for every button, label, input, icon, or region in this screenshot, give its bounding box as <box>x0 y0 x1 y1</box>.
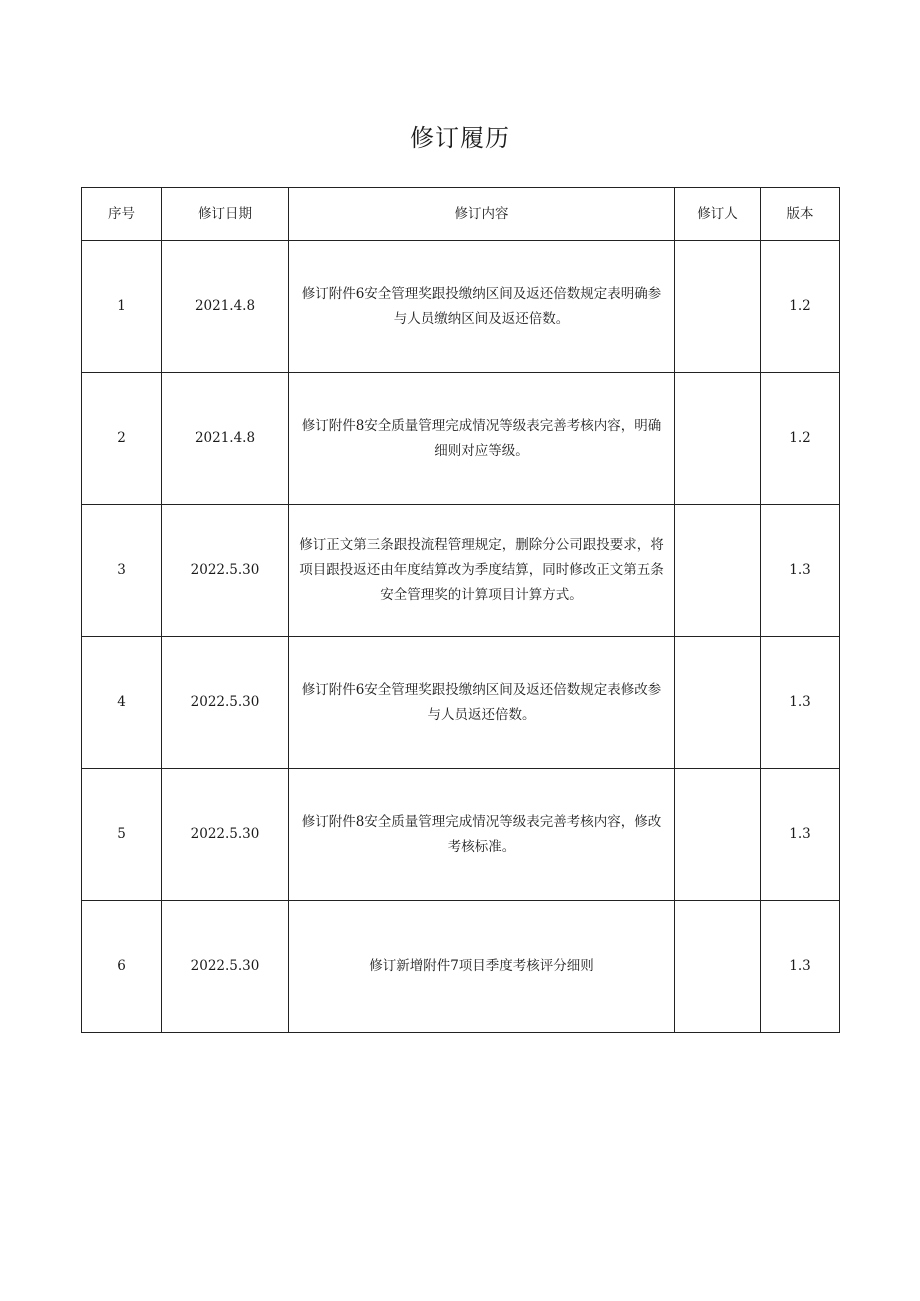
cell-content: 修订附件6安全管理奖跟投缴纳区间及返还倍数规定表明确参与人员缴纳区间及返还倍数。 <box>289 241 675 373</box>
cell-version: 1.2 <box>761 373 840 505</box>
cell-person <box>675 373 761 505</box>
cell-person <box>675 241 761 373</box>
cell-seq: 1 <box>82 241 162 373</box>
cell-person <box>675 901 761 1033</box>
cell-date: 2022.5.30 <box>162 769 289 901</box>
cell-date: 2021.4.8 <box>162 241 289 373</box>
header-version: 版本 <box>761 188 840 241</box>
table-row <box>82 241 840 373</box>
header-person: 修订人 <box>675 188 761 241</box>
page-title: 修订履历 <box>410 124 510 152</box>
header-content: 修订内容 <box>289 188 675 241</box>
cell-version: 1.2 <box>761 241 840 373</box>
cell-date: 2022.5.30 <box>162 505 289 637</box>
cell-content: 修订附件6安全管理奖跟投缴纳区间及返还倍数规定表修改参与人员返还倍数。 <box>289 637 675 769</box>
cell-seq: 3 <box>82 505 162 637</box>
cell-seq: 2 <box>82 373 162 505</box>
cell-person <box>675 769 761 901</box>
cell-content: 修订新增附件7项目季度考核评分细则 <box>289 901 675 1033</box>
table-header-row <box>82 188 840 241</box>
header-seq: 序号 <box>82 188 162 241</box>
table-row <box>82 901 840 1033</box>
table-row <box>82 769 840 901</box>
cell-version: 1.3 <box>761 637 840 769</box>
table-row <box>82 505 840 637</box>
cell-date: 2022.5.30 <box>162 637 289 769</box>
cell-seq: 4 <box>82 637 162 769</box>
cell-version: 1.3 <box>761 901 840 1033</box>
cell-person <box>675 505 761 637</box>
table-row <box>82 637 840 769</box>
cell-seq: 6 <box>82 901 162 1033</box>
cell-version: 1.3 <box>761 505 840 637</box>
table-row <box>82 373 840 505</box>
cell-version: 1.3 <box>761 769 840 901</box>
cell-content: 修订附件8安全质量管理完成情况等级表完善考核内容，修改考核标准。 <box>289 769 675 901</box>
cell-seq: 5 <box>82 769 162 901</box>
cell-date: 2021.4.8 <box>162 373 289 505</box>
cell-date: 2022.5.30 <box>162 901 289 1033</box>
cell-person <box>675 637 761 769</box>
cell-content: 修订附件8安全质量管理完成情况等级表完善考核内容，明确细则对应等级。 <box>289 373 675 505</box>
header-date: 修订日期 <box>162 188 289 241</box>
revision-history-table <box>81 187 840 1033</box>
cell-content: 修订正文第三条跟投流程管理规定，删除分公司跟投要求，将项目跟投返还由年度结算改为季度结算，同时修改正文第五条安全管理奖的计算项目计算方式。 <box>289 505 675 637</box>
